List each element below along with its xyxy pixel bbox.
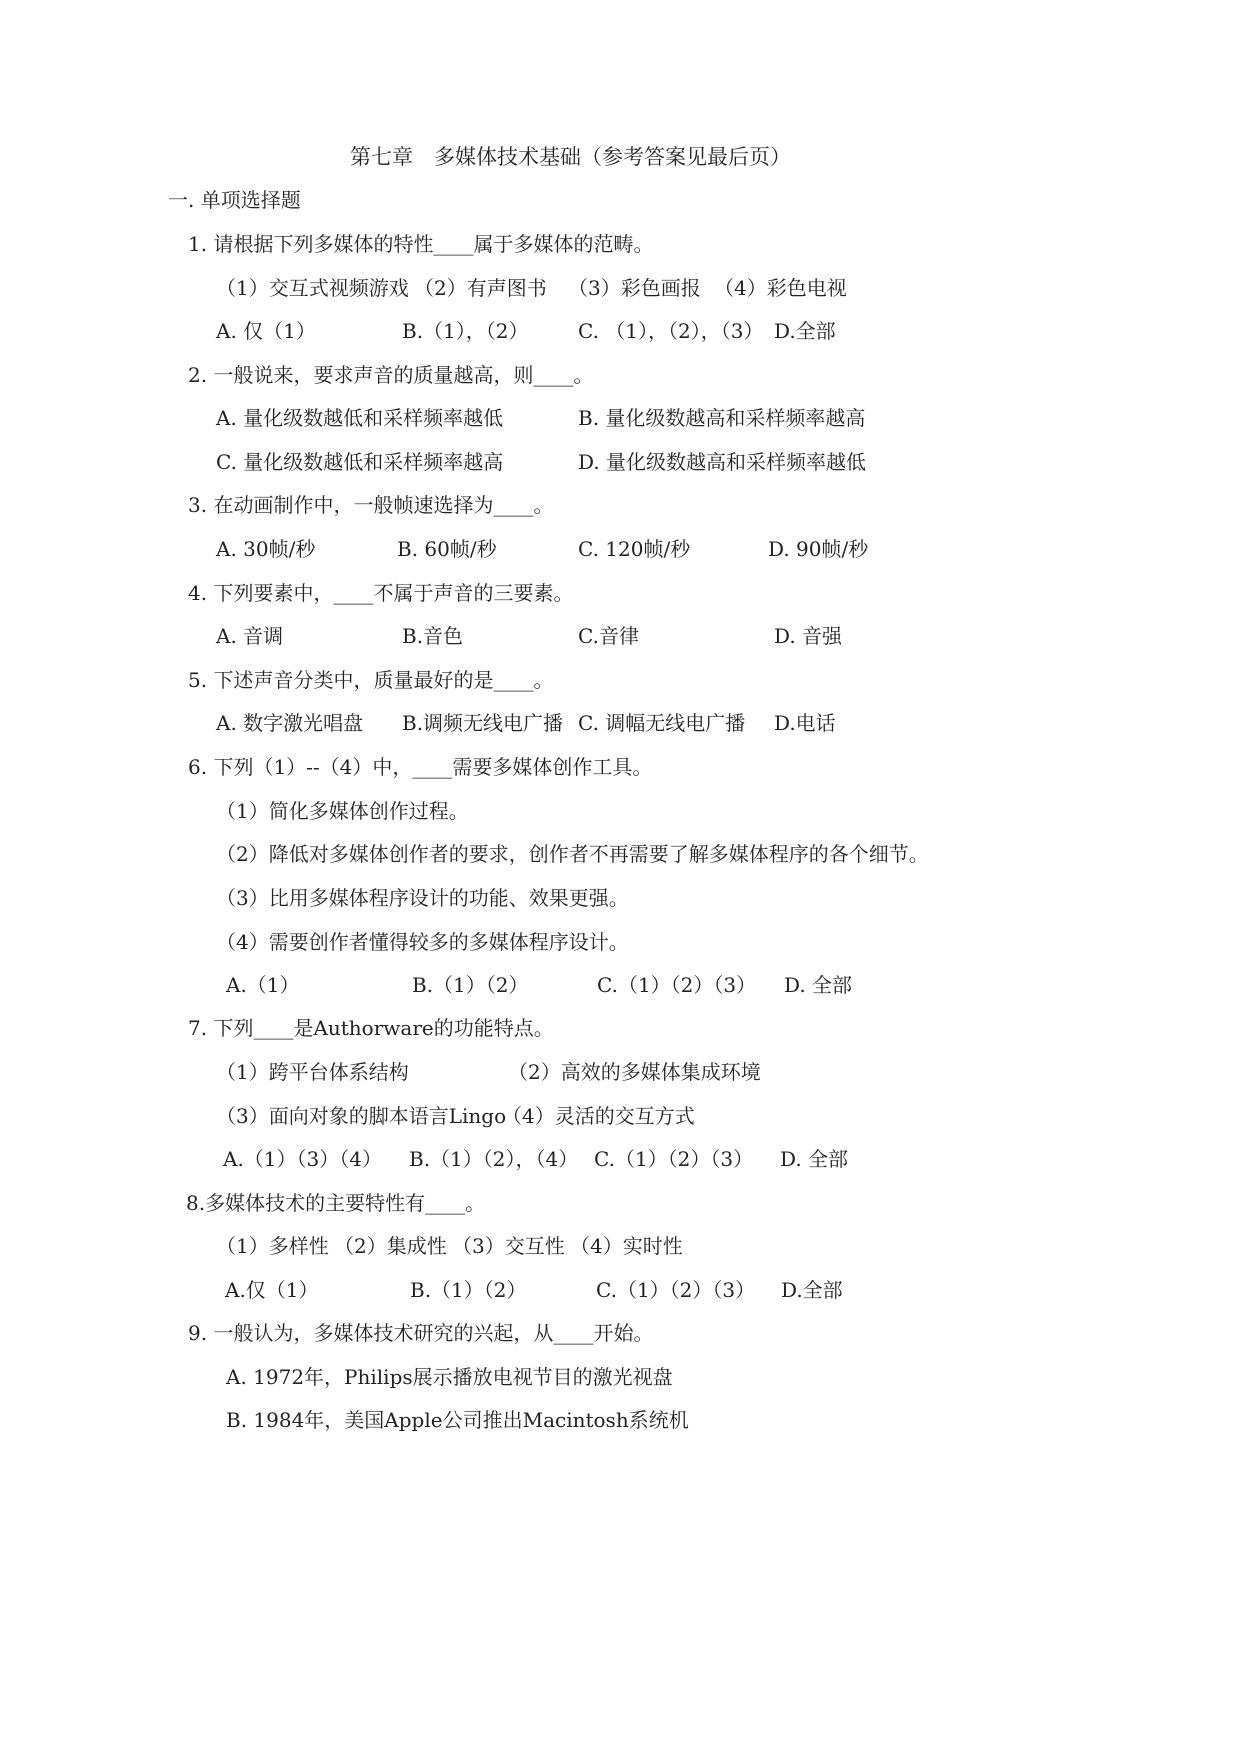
question-2-option-d: D. 量化级数越高和采样频率越低 — [578, 450, 867, 474]
question-5-option-d: D.电话 — [774, 711, 836, 735]
question-4-option-d: D. 音强 — [774, 624, 843, 648]
question-9-stem: 9. 一般认为，多媒体技术研究的兴起，从____开始。 — [188, 1321, 654, 1345]
question-4-option-a: A. 音调 — [216, 624, 284, 648]
question-7-item: （3）面向对象的脚本语言Lingo — [216, 1104, 507, 1128]
question-8-option-c: C.（1）（2）（3） — [596, 1278, 756, 1302]
question-8-option-d: D.全部 — [781, 1278, 843, 1302]
question-1-item: （1）交互式视频游戏 — [216, 276, 409, 300]
question-1-item: （3）彩色画报 — [568, 276, 701, 300]
question-5-option-c: C. 调幅无线电广播 — [578, 711, 746, 735]
question-6-item: （2）降低对多媒体创作者的要求，创作者不再需要了解多媒体程序的各个细节。 — [216, 842, 929, 866]
page-title: 第七章 多媒体技术基础（参考答案见最后页） — [350, 145, 791, 169]
question-9-option-a: A. 1972年，Philips展示播放电视节目的激光视盘 — [226, 1365, 673, 1389]
question-1-option-d: D.全部 — [774, 319, 836, 343]
section-heading: 一. 单项选择题 — [168, 188, 301, 212]
question-7-stem: 7. 下列____是Authorware的功能特点。 — [188, 1016, 554, 1040]
question-3-stem: 3. 在动画制作中，一般帧速选择为____。 — [188, 493, 554, 517]
question-6-item: （1）简化多媒体创作过程。 — [216, 799, 469, 823]
question-3-option-a: A. 30帧/秒 — [216, 537, 316, 561]
question-6-item: （4）需要创作者懂得较多的多媒体程序设计。 — [216, 930, 629, 954]
question-3-option-d: D. 90帧/秒 — [768, 537, 869, 561]
question-3-option-c: C. 120帧/秒 — [578, 537, 691, 561]
question-1-stem: 1. 请根据下列多媒体的特性____属于多媒体的范畴。 — [188, 232, 654, 256]
question-1-option-b: B.（1），（2） — [402, 319, 529, 343]
question-7-option-d: D. 全部 — [780, 1147, 849, 1171]
question-9-option-b: B. 1984年，美国Apple公司推出Macintosh系统机 — [226, 1408, 689, 1432]
question-8-item: （1）多样性 — [216, 1234, 329, 1258]
question-8-item: （4）实时性 — [570, 1234, 683, 1258]
question-5-option-b: B.调频无线电广播 — [402, 711, 564, 735]
question-2-stem: 2. 一般说来，要求声音的质量越高，则____。 — [188, 363, 594, 387]
question-7-option-b: B.（1）（2），（4） — [409, 1147, 579, 1171]
question-1-item: （2）有声图书 — [414, 276, 547, 300]
question-7-item: （4）灵活的交互方式 — [502, 1104, 695, 1128]
question-6-item: （3）比用多媒体程序设计的功能、效果更强。 — [216, 886, 629, 910]
question-6-stem: 6. 下列（1）--（4）中，____需要多媒体创作工具。 — [188, 755, 653, 779]
question-4-option-b: B.音色 — [402, 624, 464, 648]
question-1-option-a: A. 仅（1） — [216, 319, 316, 343]
question-7-option-c: C.（1）（2）（3） — [594, 1147, 754, 1171]
question-8-item: （3）交互性 — [452, 1234, 565, 1258]
question-4-stem: 4. 下列要素中，____不属于声音的三要素。 — [188, 581, 574, 605]
question-1-option-c: C. （1），（2），（3） — [578, 319, 764, 343]
question-2-option-a: A. 量化级数越低和采样频率越低 — [216, 406, 504, 430]
question-2-option-c: C. 量化级数越低和采样频率越高 — [216, 450, 504, 474]
question-3-option-b: B. 60帧/秒 — [397, 537, 497, 561]
question-6-option-c: C.（1）（2）（3） — [597, 973, 757, 997]
question-2-option-b: B. 量化级数越高和采样频率越高 — [578, 406, 866, 430]
question-7-option-a: A.（1）（3）（4） — [223, 1147, 382, 1171]
question-6-option-b: B.（1）（2） — [412, 973, 529, 997]
question-1-item: （4）彩色电视 — [714, 276, 847, 300]
question-8-option-a: A.仅（1） — [225, 1278, 319, 1302]
question-6-option-a: A.（1） — [226, 973, 300, 997]
question-6-option-d: D. 全部 — [784, 973, 853, 997]
question-8-item: （2）集成性 — [334, 1234, 447, 1258]
question-5-stem: 5. 下述声音分类中，质量最好的是____。 — [188, 668, 554, 692]
question-4-option-c: C.音律 — [578, 624, 639, 648]
question-7-item: （1）跨平台体系结构 — [216, 1060, 409, 1084]
question-8-stem: 8.多媒体技术的主要特性有____。 — [186, 1191, 486, 1215]
question-8-option-b: B.（1）（2） — [410, 1278, 527, 1302]
question-5-option-a: A. 数字激光唱盘 — [216, 711, 364, 735]
question-7-item: （2）高效的多媒体集成环境 — [508, 1060, 761, 1084]
